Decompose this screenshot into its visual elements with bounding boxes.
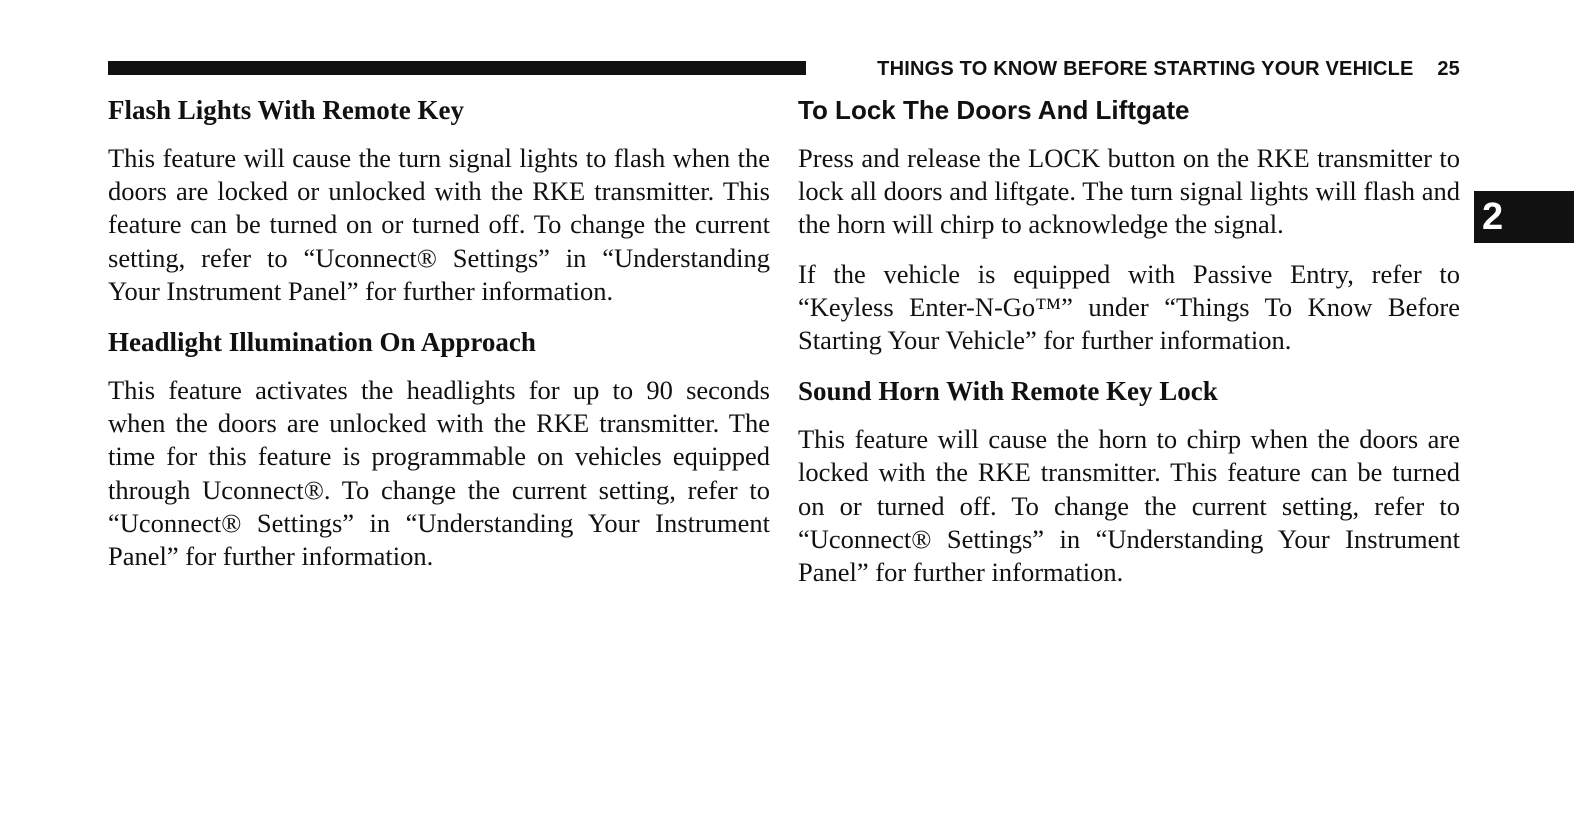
right-column — [798, 92, 1460, 605]
section-heading: Flash Lights With Remote Key — [108, 95, 465, 125]
page-number: 25 — [1437, 58, 1460, 80]
left-column — [108, 92, 770, 589]
section-heading: To Lock The Doors And Liftgate — [798, 95, 1190, 125]
paragraph: If the vehicle is equipped with Passive Entry, refer to “Keyless Enter-N-Go™” under “Things To Know Before Starting Your Vehicle” for further information. — [798, 258, 1460, 356]
section-heading: Sound Horn With Remote Key Lock — [798, 376, 1218, 407]
chapter-tab: 2 — [1474, 191, 1574, 243]
headlight-illumination-section — [108, 324, 770, 573]
running-header — [877, 58, 1460, 81]
paragraph: This feature will cause the horn to chirp when the doors are locked with the RKE transmitter. This feature can be turned on or turned off. To change the current setting, refer to “Uconnect® Settings” in “Understanding Your Instrument Panel” for further information. — [798, 424, 1460, 588]
paragraph: This feature activates the headlights for up to 90 seconds when the doors are unlocked with the RKE transmitter. The time for this feature is programmable on vehicles equipped through Uconnect®. To change the current setting, refer to “Uconnect® Settings” in “Understanding Your Instrument Panel” for further information. — [108, 375, 770, 572]
section-title: THINGS TO KNOW BEFORE STARTING YOUR VEHICLE — [877, 58, 1414, 80]
paragraph: This feature will cause the turn signal lights to flash when the doors are locked or unlocked with the RKE transmitter. This feature can be turned on or turned off. To change the current setting, refer to “Uconnect® Settings” in “Understanding Your Instrument Panel” for further information. — [108, 143, 770, 306]
lock-doors-section — [798, 92, 1460, 357]
paragraph: Press and release the LOCK button on the RKE transmitter to lock all doors and liftgate. The turn signal lights will flash and the horn will chirp to acknowledge the signal. — [798, 143, 1460, 240]
sound-horn-section — [798, 373, 1460, 589]
header-rule — [108, 61, 806, 75]
section-heading: Headlight Illumination On Approach — [108, 327, 536, 358]
flash-lights-section — [108, 92, 770, 308]
